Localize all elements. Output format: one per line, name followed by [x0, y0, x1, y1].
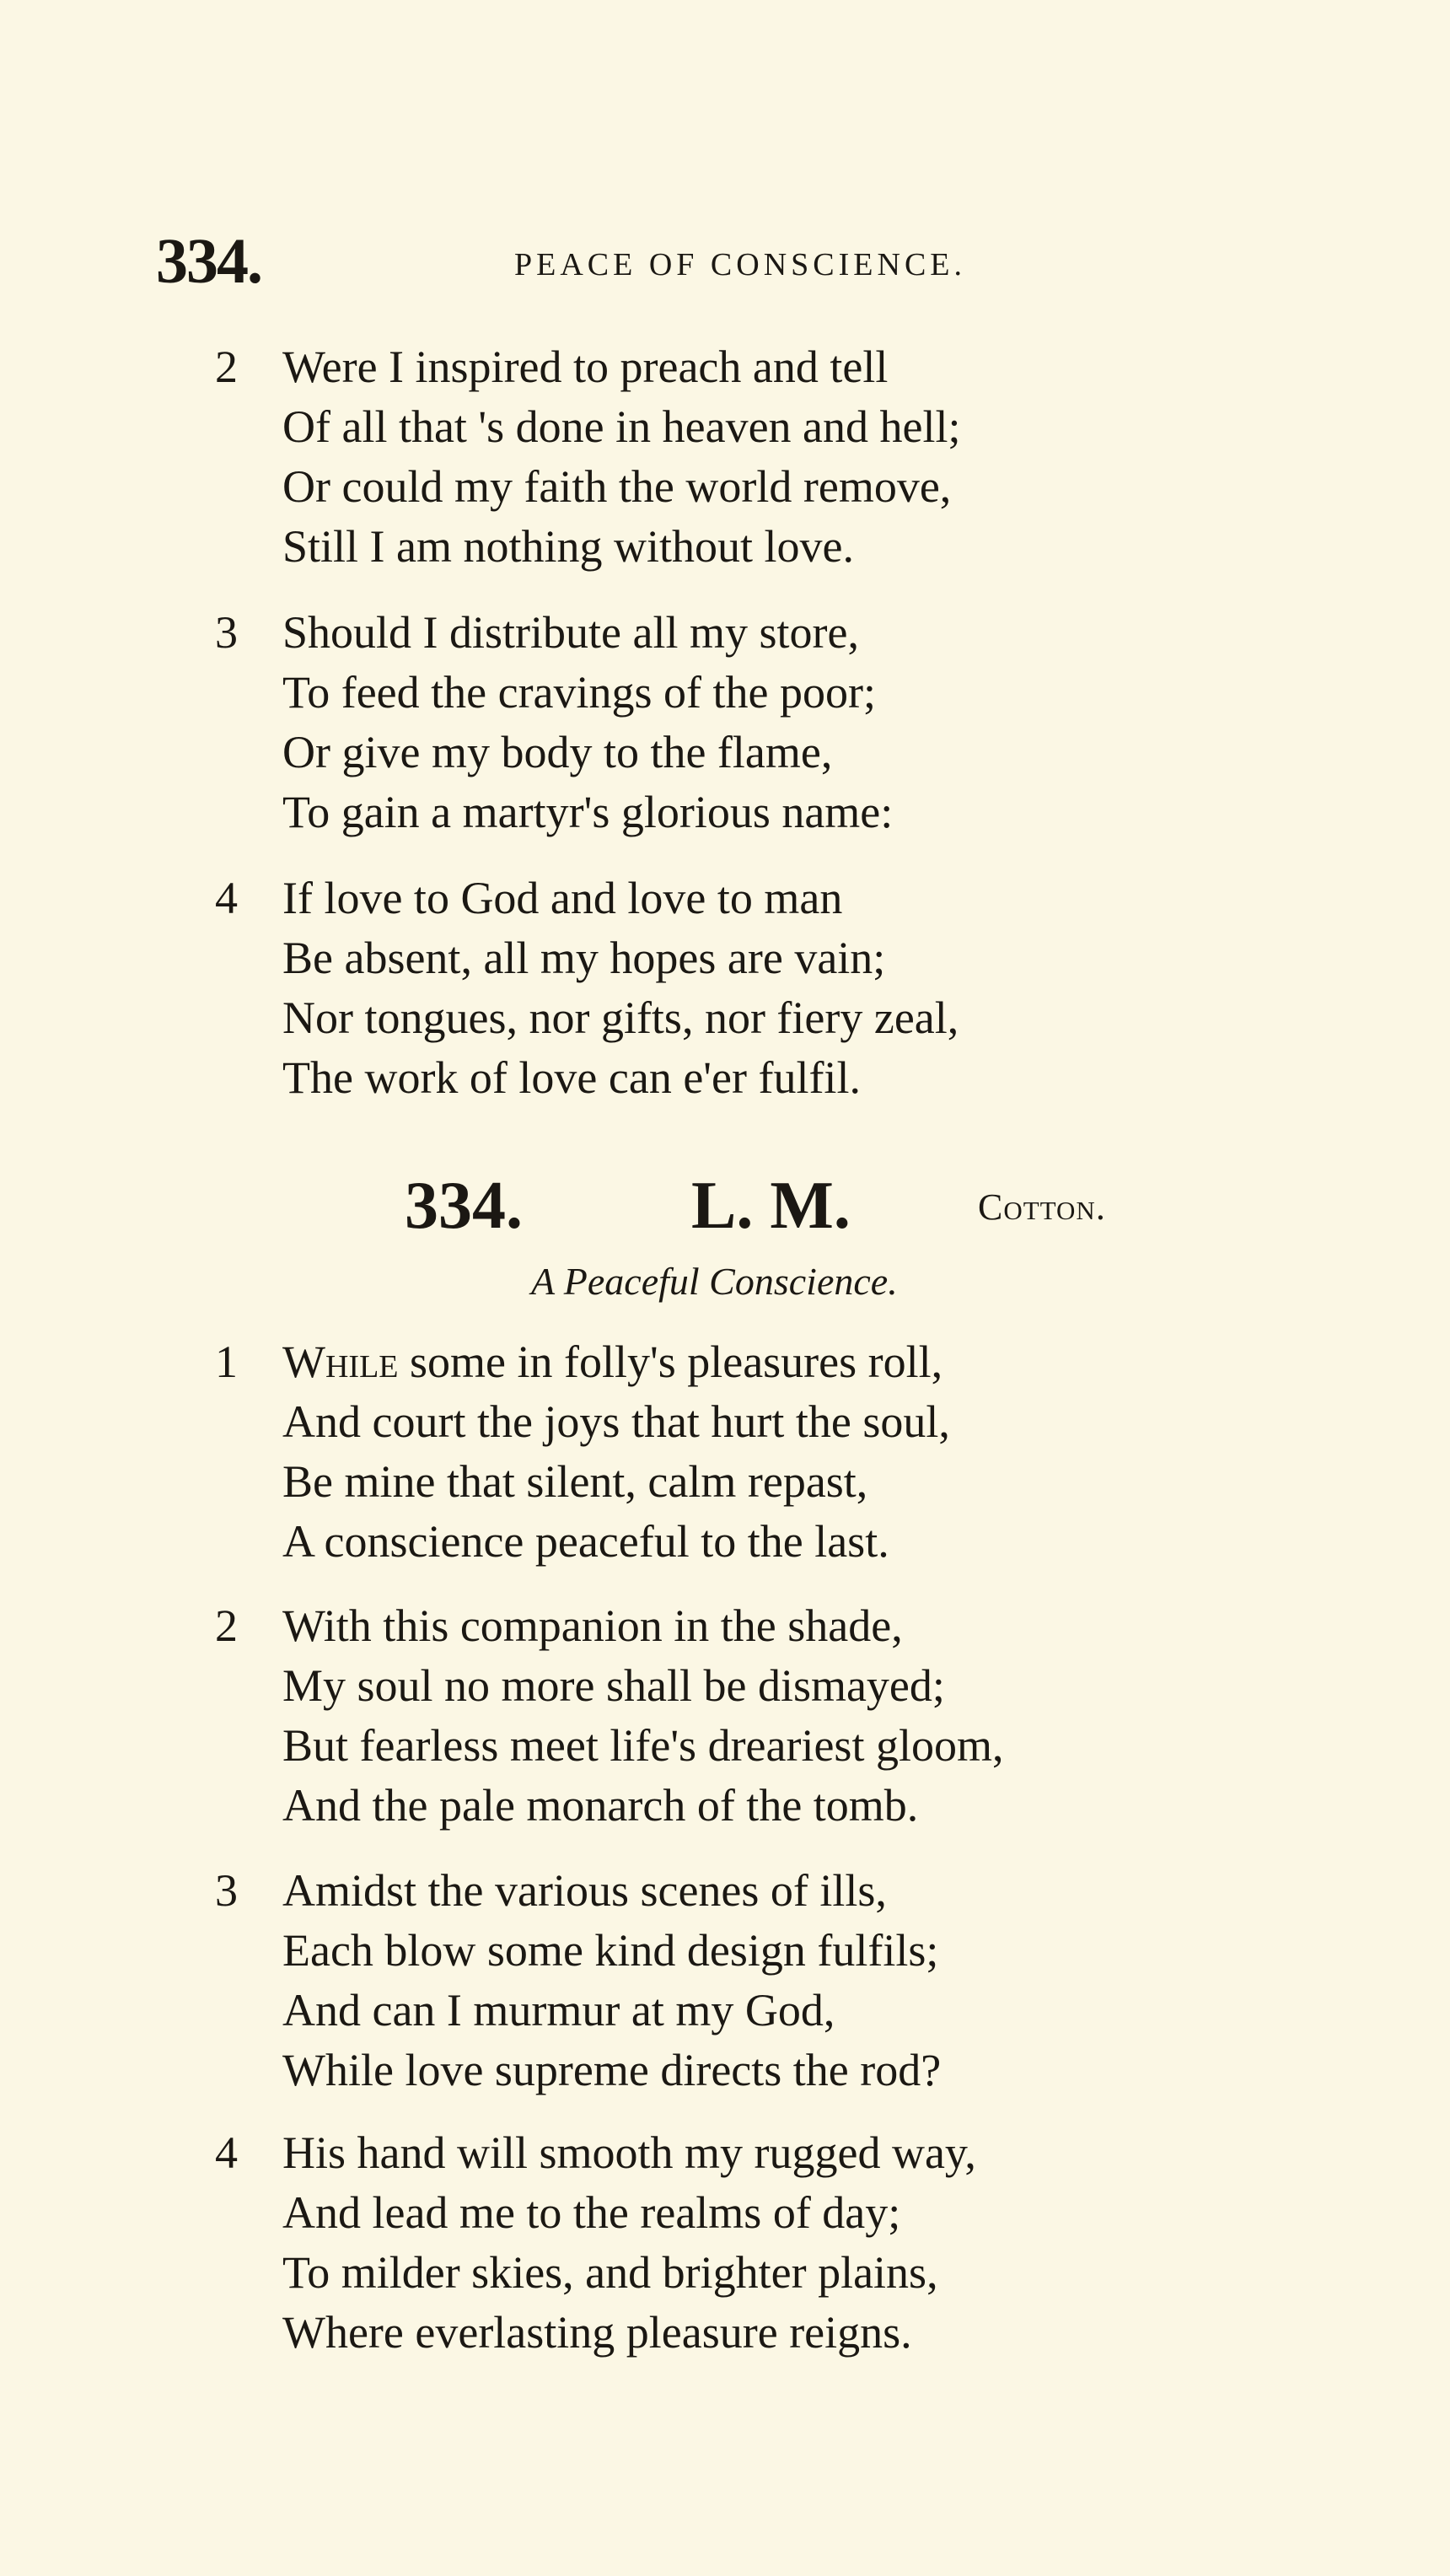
verse-line: And court the joys that hurt the soul, — [282, 1396, 950, 1447]
verse-line: Or could my faith the world remove, — [282, 461, 952, 512]
stanza-lines — [282, 603, 1311, 842]
verse-line: But fearless meet life's dreariest gloom, — [282, 1720, 1004, 1771]
page-hymn-number: 334. — [156, 226, 261, 297]
stanza-lines — [282, 1332, 1311, 1572]
running-head — [156, 228, 1277, 295]
stanza-lines — [282, 869, 1311, 1108]
verse-line: While love supreme directs the rod? — [282, 2045, 942, 2095]
verse-line: And the pale monarch of the tomb. — [282, 1780, 919, 1831]
hymn-meter: L. M. — [691, 1169, 851, 1243]
hymn-header — [405, 1164, 1248, 1248]
stanza-number: 4 — [215, 873, 238, 923]
stanza-lines — [282, 337, 1311, 577]
stanza-number: 1 — [215, 1336, 238, 1387]
stanza-lines — [282, 2123, 1311, 2363]
verse-line: Were I inspired to preach and tell — [282, 341, 889, 392]
verse-line: Still I am nothing without love. — [282, 521, 854, 572]
verse-line: Or give my body to the flame, — [282, 727, 833, 777]
stanza-lines — [282, 1596, 1311, 1836]
verse-line: Be absent, all my hopes are vain; — [282, 933, 886, 983]
verse-line: If love to God and love to man — [282, 873, 843, 923]
verse-line: Amidst the various scenes of ills, — [282, 1865, 887, 1916]
verse-line: A conscience peaceful to the last. — [282, 1516, 889, 1567]
stanza-number: 3 — [215, 607, 238, 658]
verse-line: Should I distribute all my store, — [282, 607, 859, 658]
verse-line: The work of love can e'er fulfil. — [282, 1052, 861, 1103]
verse-line: Where everlasting pleasure reigns. — [282, 2307, 912, 2358]
verse-line: His hand will smooth my rugged way, — [282, 2127, 976, 2178]
verse-line: To gain a martyr's glorious name: — [282, 787, 894, 837]
verse-line: To feed the cravings of the poor; — [282, 667, 876, 718]
verse-line: Of all that 's done in heaven and hell; — [282, 401, 961, 452]
verse-line: My soul no more shall be dismayed; — [282, 1660, 945, 1711]
first-word: While — [282, 1336, 399, 1387]
stanza-lines — [282, 1861, 1311, 2100]
verse-line: And can I murmur at my God, — [282, 1985, 835, 2036]
verse-line: With this companion in the shade, — [282, 1600, 903, 1651]
verse-line-first — [282, 1332, 1311, 1392]
hymn-subtitle: A Peaceful Conscience. — [531, 1260, 898, 1303]
hymn-number: 334. — [405, 1169, 523, 1243]
hymn-tune: Cotton. — [978, 1186, 1106, 1228]
verse-line: Nor tongues, nor gifts, nor fiery zeal, — [282, 992, 959, 1043]
stanza-number: 2 — [215, 1600, 238, 1651]
verse-line: And lead me to the realms of day; — [282, 2187, 901, 2238]
verse-line: Be mine that silent, calm repast, — [282, 1456, 868, 1507]
running-title: PEACE OF CONSCIENCE. — [514, 247, 966, 282]
verse-line: To milder skies, and brighter plains, — [282, 2247, 938, 2298]
stanza-number: 3 — [215, 1865, 238, 1916]
verse-line: Each blow some kind design fulfils; — [282, 1925, 939, 1976]
first-line-rest: some in folly's pleasures roll, — [398, 1336, 943, 1387]
stanza-number: 4 — [215, 2127, 238, 2178]
stanza-number: 2 — [215, 341, 238, 392]
